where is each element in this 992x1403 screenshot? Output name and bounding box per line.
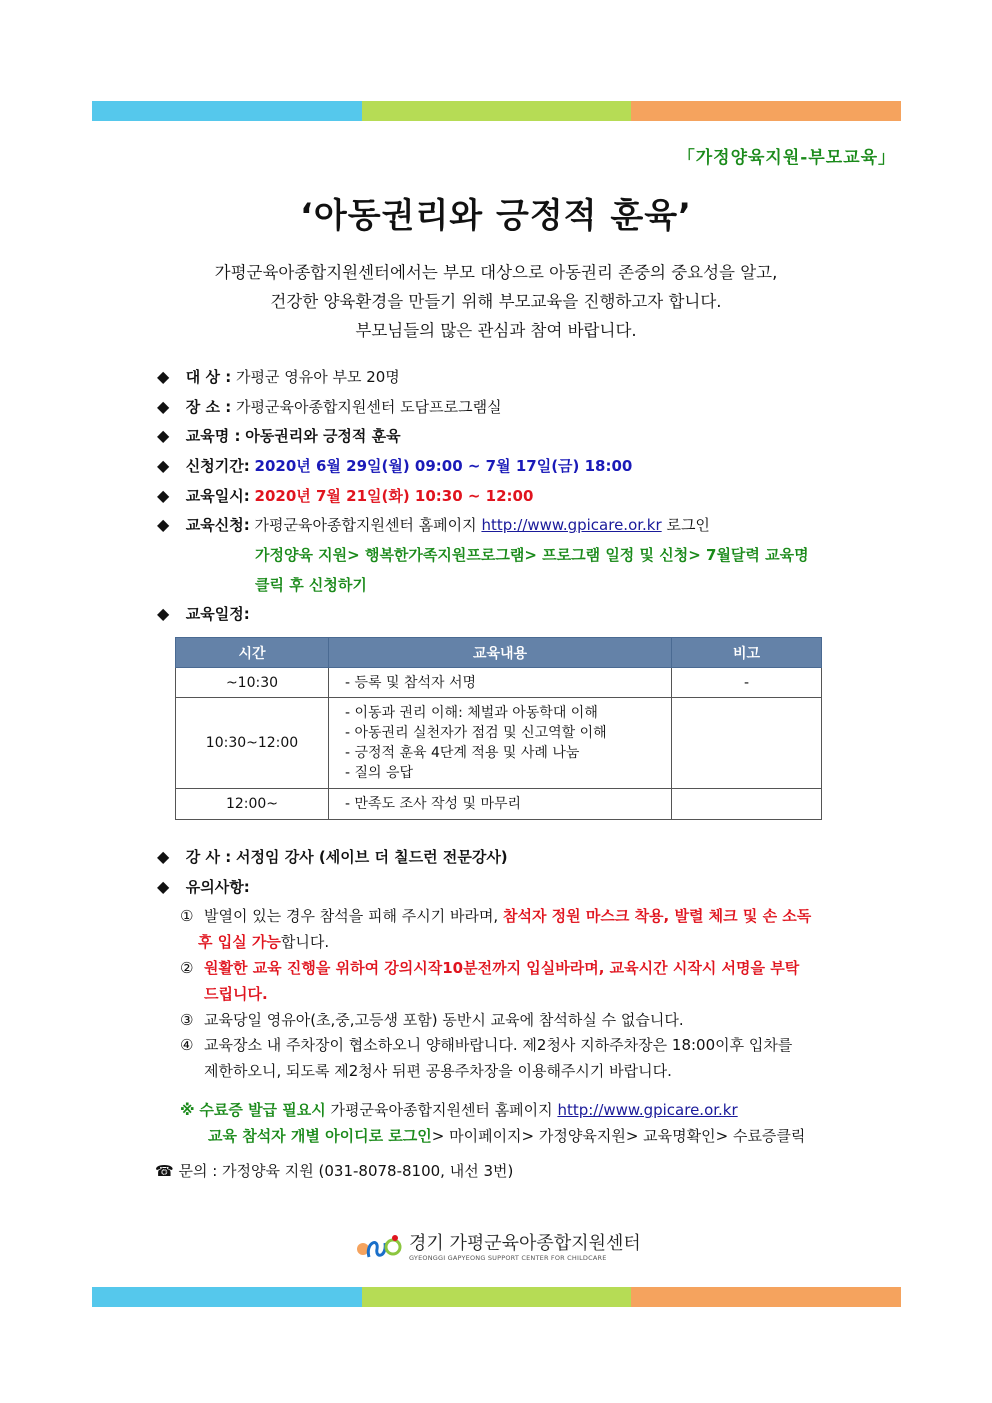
reference-mark: ※ — [180, 1101, 195, 1119]
contact-line: ☎ 문의 : 가정양육 지원 (031-8078-8100, 내선 3번) — [155, 1162, 514, 1180]
phone-icon: ☎ — [155, 1162, 174, 1180]
logo-name: 경기 가평군육아종합지원센터 — [409, 1233, 641, 1254]
info-schedule: ◆ 교육일정: — [157, 604, 250, 623]
info-apply: ◆ 교육신청: 가평군육아종합지원센터 홈페이지 http://www.gpicare.or.kr 로그인 — [157, 515, 710, 534]
info-lecturer: ◆ 강 사 : 서정임 강사 (세이브 더 칠드런 전문강사) — [157, 847, 508, 866]
info-date: ◆ 교육일시: 2020년 7월 21일(화) 10:30 ~ 12:00 — [157, 486, 534, 505]
time-cell: 12:00~ — [176, 789, 329, 820]
note-item: ① 발열이 있는 경우 참석을 피해 주시기 바라며, 참석자 정원 마스크 착용, 발렬 체크 및 손 소독 후 입실 가능합니다. — [180, 907, 812, 951]
intro-paragraph — [0, 258, 992, 345]
note-item: ③ 교육당일 영유아(초,중,고등생 포함) 동반시 교육에 참석하실 수 없습니다. — [180, 1011, 684, 1029]
info-place: ◆ 장 소 : 가평군육아종합지원센터 도담프로그램실 — [157, 397, 502, 416]
top-color-bar — [92, 101, 901, 121]
table-row — [176, 668, 822, 698]
info-course: ◆ 교육명 : 아동권리와 긍정적 훈육 — [157, 426, 401, 445]
subject-tag: 「가정양육지원-부모교육」 — [677, 148, 896, 168]
schedule-table — [175, 637, 822, 820]
diamond-bullet-icon: ◆ — [157, 515, 170, 534]
content-cell: - 이동과 권리 이해: 체벌과 아동학대 이해 - 아동권리 실천자가 점검 및 신고역할 이해 - 긍정적 훈육 4단계 적용 및 사례 나눔 - 질의 응답 — [329, 698, 672, 789]
diamond-bullet-icon: ◆ — [157, 367, 170, 386]
content-cell: - 만족도 조사 작성 및 마무리 — [329, 789, 672, 820]
diamond-bullet-icon: ◆ — [157, 456, 170, 475]
intro-line: 건강한 양육환경을 만들기 위해 부모교육을 진행하고자 합니다. — [270, 292, 722, 311]
info-notes: ◆ 유의사항: — [157, 877, 250, 896]
diamond-bullet-icon: ◆ — [157, 397, 170, 416]
info-target: ◆ 대 상 : 가평군 영유아 부모 20명 — [157, 367, 400, 386]
column-header: 비고 — [672, 638, 822, 668]
intro-line: 부모님들의 많은 관심과 참여 바랍니다. — [355, 321, 637, 340]
note-item: ② 원활한 교육 진행을 위하여 강의시작10분전까지 입실바라며, 교육시간 시작시 서명을 부탁 드립니다. — [180, 959, 800, 1003]
diamond-bullet-icon: ◆ — [157, 847, 170, 866]
bottom-color-bar — [92, 1287, 901, 1307]
info-apply-period: ◆ 신청기간: 2020년 6월 29일(월) 09:00 ~ 7월 17일(금) 18:00 — [157, 456, 633, 475]
homepage-link[interactable]: http://www.gpicare.or.kr — [557, 1101, 738, 1119]
column-header: 시간 — [176, 638, 329, 668]
note-item: ④ 교육장소 내 주차장이 협소하오니 양해바랍니다. 제2청사 지하주차장은 18:00이후 입차를 제한하오니, 되도록 제2청사 뒤편 공용주차장을 이용해주시기 바랍니다. — [180, 1036, 793, 1080]
homepage-link[interactable]: http://www.gpicare.or.kr — [481, 516, 662, 534]
center-logo-icon — [355, 1233, 403, 1263]
diamond-bullet-icon: ◆ — [157, 604, 170, 623]
diamond-bullet-icon: ◆ — [157, 486, 170, 505]
table-row — [176, 789, 822, 820]
time-cell: 10:30~12:00 — [176, 698, 329, 789]
content-cell: - 등록 및 참석자 서명 — [329, 668, 672, 698]
diamond-bullet-icon: ◆ — [157, 426, 170, 445]
logo-subtitle: GYEONGGI GAPYEONG SUPPORT CENTER FOR CHILDCARE — [409, 1254, 607, 1262]
column-header: 교육내용 — [329, 638, 672, 668]
intro-line: 가평군육아종합지원센터에서는 부모 대상으로 아동권리 존중의 중요성을 알고, — [214, 263, 778, 282]
apply-path-line: 가정양육 지원> 행복한가족지원프로그램> 프로그램 일정 및 신청> 7월달력 교육명 — [255, 546, 809, 564]
table-header-row — [176, 638, 822, 668]
note-cell — [672, 789, 822, 820]
center-logo — [355, 1233, 641, 1263]
table-row — [176, 698, 822, 789]
note-cell: - — [672, 668, 822, 698]
time-cell: ~10:30 — [176, 668, 329, 698]
diamond-bullet-icon: ◆ — [157, 877, 170, 896]
note-cell — [672, 698, 822, 789]
apply-path-line: 클릭 후 신청하기 — [255, 576, 367, 594]
document-title: ‘아동권리와 긍정적 훈육’ — [300, 196, 692, 236]
